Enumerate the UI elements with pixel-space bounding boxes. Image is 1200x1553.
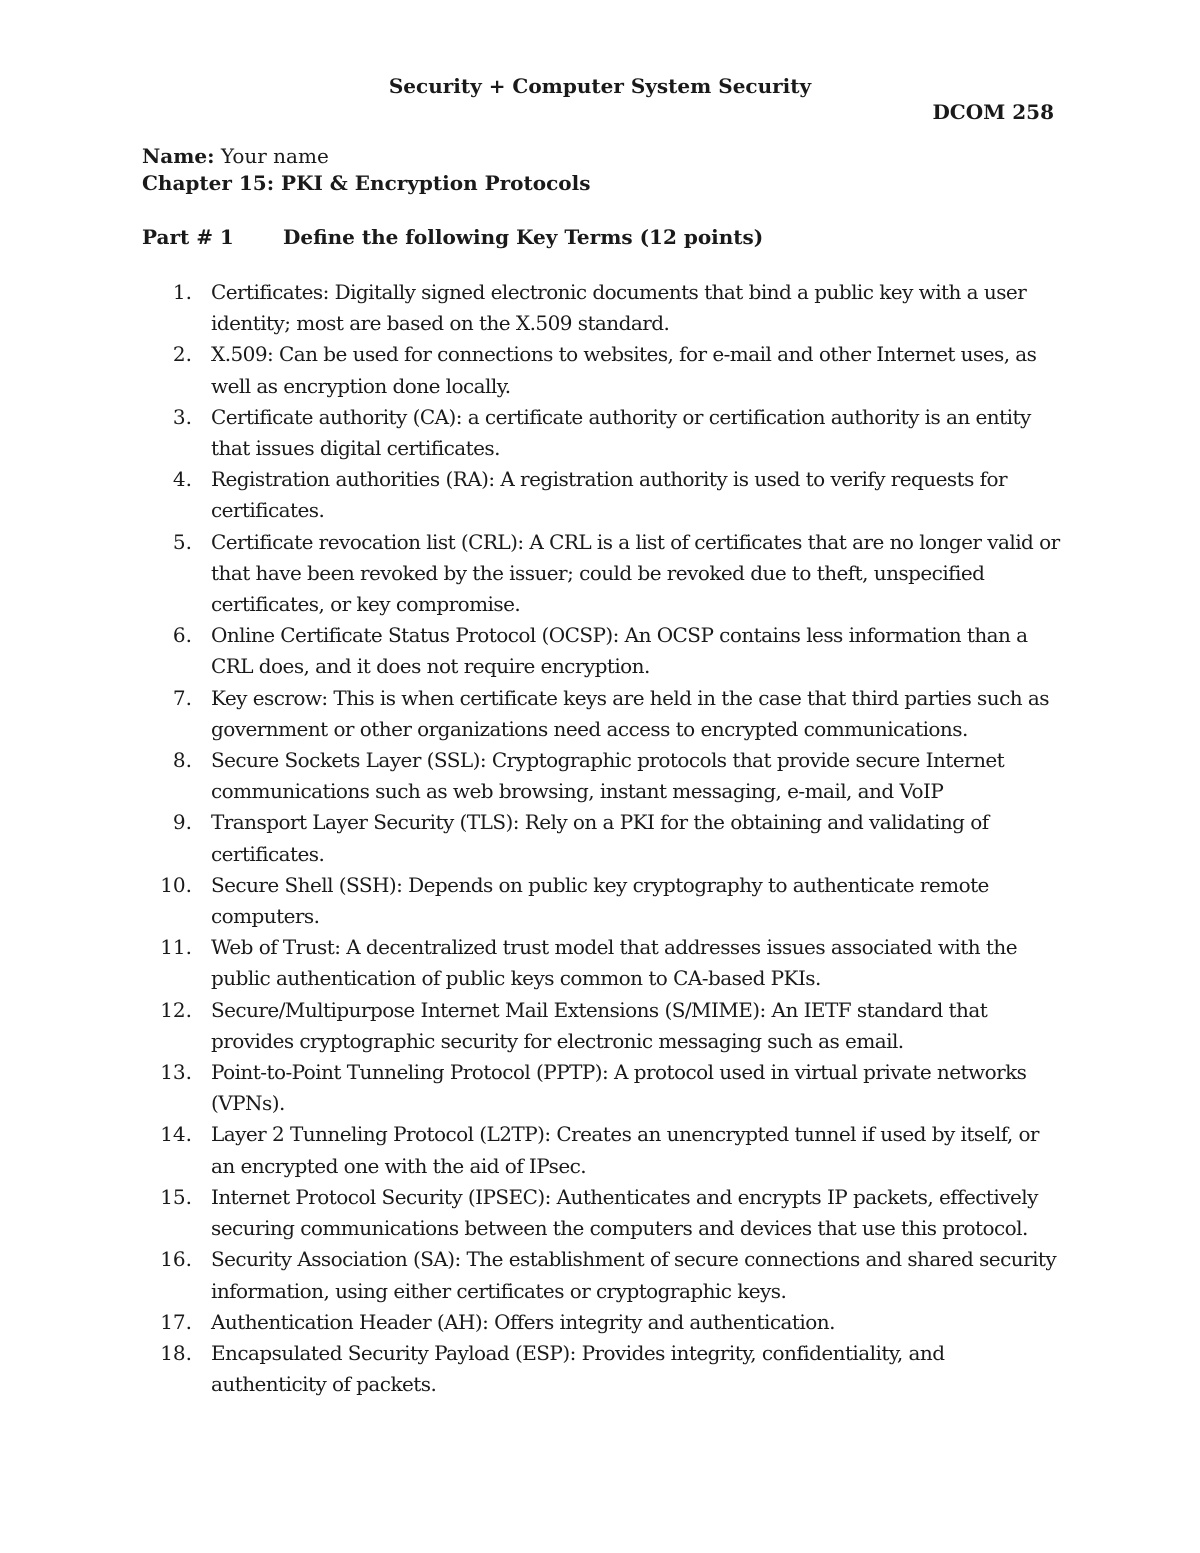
item-text: Transport Layer Security (TLS): Rely on a PKI for the obtaining and validating of certificates. <box>211 810 989 866</box>
item-text: Online Certificate Status Protocol (OCSP): An OCSP contains less information than a CRL does, and it does not require encryption. <box>211 623 1028 679</box>
document-title: Security + Computer System Security <box>388 74 812 98</box>
item-number: 16. <box>160 1247 192 1272</box>
part-number: Part # 1 <box>142 225 234 249</box>
item-number: 5. <box>172 529 192 554</box>
item-text: Layer 2 Tunneling Protocol (L2TP): Creates an unencrypted tunnel if used by itself, or an encrypted one with the aid of IPsec. <box>211 1122 1039 1178</box>
list-item <box>142 464 1062 526</box>
course-code: DCOM 258 <box>932 100 1054 124</box>
item-text: Web of Trust: A decentralized trust model that addresses issues associated with the public authentication of public keys common to CA-based PKIs. <box>211 935 1017 991</box>
item-number: 15. <box>160 1184 192 1209</box>
item-number: 7. <box>172 685 192 710</box>
item-text: Encapsulated Security Payload (ESP): Provides integrity, confidentiality, and authenticity of packets. <box>211 1340 945 1397</box>
name-label: Name: <box>142 144 215 168</box>
list-item <box>142 527 1062 621</box>
part-heading <box>142 225 763 249</box>
item-text: Key escrow: This is when certificate keys are held in the case that third parties such as government or other organizations need access to encrypted communications. <box>211 685 1049 741</box>
item-text: Point-to-Point Tunneling Protocol (PPTP): A protocol used in virtual private networks (VPNs). <box>211 1060 1027 1116</box>
item-text: Internet Protocol Security (IPSEC): Authenticates and encrypts IP packets, effectively securing communications between the computers and devices that use this protocol. <box>211 1184 1038 1241</box>
item-number: 8. <box>172 748 192 773</box>
list-item <box>142 1244 1062 1306</box>
chapter-heading: Chapter 15: PKI & Encryption Protocols <box>142 171 591 195</box>
list-item <box>142 683 1062 745</box>
item-text: Certificate revocation list (CRL): A CRL is a list of certificates that are no longer valid or that have been revoked by the issuer; could be revoked due to theft, unspecified certificates, or key compromise. <box>211 529 1060 617</box>
part-instruction: Define the following Key Terms (12 points) <box>283 225 764 249</box>
item-text: Registration authorities (RA): A registration authority is used to verify requests for certificates. <box>211 467 1008 523</box>
item-number: 4. <box>172 467 192 492</box>
list-item <box>142 277 1062 339</box>
list-item <box>142 339 1062 401</box>
item-text: Authentication Header (AH): Offers integrity and authentication. <box>211 1309 835 1334</box>
list-item <box>142 1338 1062 1400</box>
list-item <box>142 995 1062 1057</box>
list-item <box>142 1057 1062 1119</box>
item-text: Secure Sockets Layer (SSL): Cryptographic protocols that provide secure Internet communications such as web browsing, instant messaging, e-mail, and VoIP <box>211 748 1005 804</box>
item-number: 3. <box>172 404 192 429</box>
name-value: Your name <box>220 144 329 168</box>
item-number: 13. <box>160 1060 192 1085</box>
item-text: X.509: Can be used for connections to websites, for e-mail and other Internet uses, as well as encryption done locally. <box>211 342 1037 398</box>
item-text: Secure Shell (SSH): Depends on public key cryptography to authenticate remote computers. <box>211 872 989 929</box>
item-number: 14. <box>160 1122 192 1147</box>
name-line <box>142 144 329 168</box>
item-number: 10. <box>160 872 192 897</box>
item-text: Secure/Multipurpose Internet Mail Extensions (S/MIME): An IETF standard that provides cryptographic security for electronic messaging such as email. <box>211 997 988 1053</box>
list-item <box>142 1182 1062 1244</box>
list-item <box>142 807 1062 869</box>
list-item <box>142 745 1062 807</box>
item-number: 11. <box>160 935 192 960</box>
list-item <box>142 402 1062 464</box>
item-number: 6. <box>172 623 192 648</box>
item-number: 12. <box>160 997 192 1022</box>
item-number: 9. <box>172 810 192 835</box>
item-text: Certificates: Digitally signed electronic documents that bind a public key with a user identity; most are based on the X.509 standard. <box>211 280 1027 336</box>
list-item <box>142 870 1062 932</box>
item-text: Certificate authority (CA): a certificate authority or certification authority is an entity that issues digital certificates. <box>211 404 1031 461</box>
item-number: 1. <box>172 280 192 304</box>
list-item <box>142 1307 1062 1338</box>
list-item <box>142 932 1062 994</box>
item-text: Security Association (SA): The establishment of secure connections and shared security information, using either certificates or cryptographic keys. <box>211 1247 1057 1303</box>
key-terms-list <box>142 277 1062 1400</box>
list-item <box>142 1119 1062 1181</box>
item-number: 18. <box>160 1340 192 1365</box>
list-item <box>142 620 1062 682</box>
item-number: 2. <box>172 342 192 367</box>
item-number: 17. <box>160 1309 192 1334</box>
